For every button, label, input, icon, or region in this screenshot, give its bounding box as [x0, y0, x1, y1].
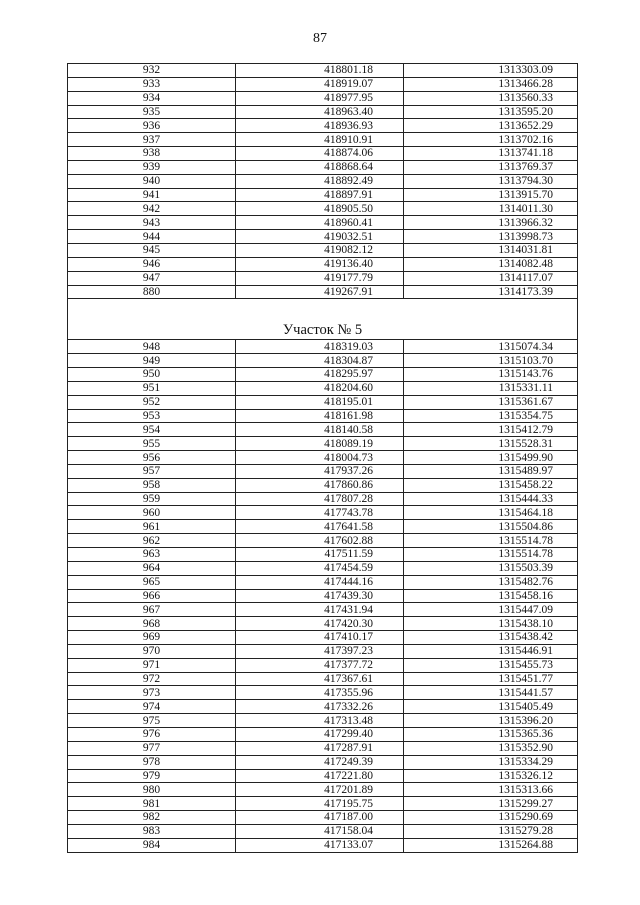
x-coordinate-cell: 417313.48	[236, 714, 404, 728]
point-number-cell: 952	[68, 395, 236, 409]
x-coordinate-cell: 418977.95	[236, 91, 404, 105]
y-coordinate-cell: 1315365.36	[404, 727, 578, 741]
point-number-cell: 983	[68, 824, 236, 838]
y-coordinate-cell: 1315514.78	[404, 548, 578, 562]
y-coordinate-cell: 1315438.10	[404, 617, 578, 631]
x-coordinate-cell: 419267.91	[236, 285, 404, 299]
y-coordinate-cell: 1315499.90	[404, 451, 578, 465]
point-number-cell: 950	[68, 368, 236, 382]
x-coordinate-cell: 417807.28	[236, 492, 404, 506]
y-coordinate-cell: 1315405.49	[404, 700, 578, 714]
table-section-before	[68, 64, 578, 299]
x-coordinate-cell: 417410.17	[236, 631, 404, 645]
point-number-cell: 938	[68, 147, 236, 161]
y-coordinate-cell: 1313303.09	[404, 64, 578, 78]
point-number-cell: 958	[68, 478, 236, 492]
point-number-cell: 946	[68, 257, 236, 271]
table-row	[68, 727, 578, 741]
x-coordinate-cell: 417299.40	[236, 727, 404, 741]
y-coordinate-cell: 1313915.70	[404, 188, 578, 202]
y-coordinate-cell: 1314082.48	[404, 257, 578, 271]
y-coordinate-cell: 1315326.12	[404, 769, 578, 783]
page-number: 87	[313, 31, 327, 46]
x-coordinate-cell: 418874.06	[236, 147, 404, 161]
y-coordinate-cell: 1315464.18	[404, 506, 578, 520]
point-number-cell: 955	[68, 437, 236, 451]
table-row	[68, 147, 578, 161]
x-coordinate-cell: 417367.61	[236, 672, 404, 686]
table-row	[68, 105, 578, 119]
point-number-cell: 880	[68, 285, 236, 299]
y-coordinate-cell: 1314011.30	[404, 202, 578, 216]
table-row	[68, 811, 578, 825]
point-number-cell: 959	[68, 492, 236, 506]
y-coordinate-cell: 1315352.90	[404, 741, 578, 755]
y-coordinate-cell: 1313998.73	[404, 230, 578, 244]
y-coordinate-cell: 1314117.07	[404, 271, 578, 285]
y-coordinate-cell: 1315447.09	[404, 603, 578, 617]
y-coordinate-cell: 1315438.42	[404, 631, 578, 645]
point-number-cell: 935	[68, 105, 236, 119]
point-number-cell: 945	[68, 243, 236, 257]
y-coordinate-cell: 1315074.34	[404, 340, 578, 354]
x-coordinate-cell: 417249.39	[236, 755, 404, 769]
point-number-cell: 951	[68, 381, 236, 395]
point-number-cell: 956	[68, 451, 236, 465]
x-coordinate-cell: 419082.12	[236, 243, 404, 257]
point-number-cell: 970	[68, 644, 236, 658]
table-row	[68, 603, 578, 617]
x-coordinate-cell: 417397.23	[236, 644, 404, 658]
table-row	[68, 409, 578, 423]
y-coordinate-cell: 1315290.69	[404, 811, 578, 825]
x-coordinate-cell: 418801.18	[236, 64, 404, 78]
point-number-cell: 973	[68, 686, 236, 700]
table-row	[68, 644, 578, 658]
y-coordinate-cell: 1315334.29	[404, 755, 578, 769]
point-number-cell: 932	[68, 64, 236, 78]
point-number-cell: 957	[68, 464, 236, 478]
x-coordinate-cell: 417377.72	[236, 658, 404, 672]
point-number-cell: 964	[68, 561, 236, 575]
x-coordinate-cell: 417195.75	[236, 797, 404, 811]
table-row	[68, 285, 578, 299]
y-coordinate-cell: 1315354.75	[404, 409, 578, 423]
x-coordinate-cell: 417431.94	[236, 603, 404, 617]
table-row	[68, 216, 578, 230]
point-number-cell: 982	[68, 811, 236, 825]
x-coordinate-cell: 417158.04	[236, 824, 404, 838]
point-number-cell: 947	[68, 271, 236, 285]
x-coordinate-cell: 418919.07	[236, 77, 404, 91]
table-section-header	[68, 299, 578, 340]
point-number-cell: 941	[68, 188, 236, 202]
table-row	[68, 354, 578, 368]
point-number-cell: 948	[68, 340, 236, 354]
table-row	[68, 520, 578, 534]
point-number-cell: 954	[68, 423, 236, 437]
x-coordinate-cell: 418963.40	[236, 105, 404, 119]
y-coordinate-cell: 1313560.33	[404, 91, 578, 105]
point-number-cell: 963	[68, 548, 236, 562]
y-coordinate-cell: 1315396.20	[404, 714, 578, 728]
table-row	[68, 133, 578, 147]
table-row	[68, 188, 578, 202]
table-row	[68, 423, 578, 437]
table-row	[68, 478, 578, 492]
x-coordinate-cell: 417187.00	[236, 811, 404, 825]
table-row	[68, 506, 578, 520]
x-coordinate-cell: 418868.64	[236, 160, 404, 174]
y-coordinate-cell: 1314031.81	[404, 243, 578, 257]
x-coordinate-cell: 417420.30	[236, 617, 404, 631]
point-number-cell: 949	[68, 354, 236, 368]
point-number-cell: 974	[68, 700, 236, 714]
x-coordinate-cell: 417201.89	[236, 783, 404, 797]
x-coordinate-cell: 418304.87	[236, 354, 404, 368]
y-coordinate-cell: 1313466.28	[404, 77, 578, 91]
point-number-cell: 960	[68, 506, 236, 520]
table-row	[68, 700, 578, 714]
point-number-cell: 939	[68, 160, 236, 174]
table-row	[68, 451, 578, 465]
table-row	[68, 160, 578, 174]
table-row	[68, 714, 578, 728]
table-row	[68, 119, 578, 133]
y-coordinate-cell: 1315441.57	[404, 686, 578, 700]
y-coordinate-cell: 1315361.67	[404, 395, 578, 409]
x-coordinate-cell: 417511.59	[236, 548, 404, 562]
point-number-cell: 984	[68, 838, 236, 852]
table-row	[68, 631, 578, 645]
x-coordinate-cell: 418897.91	[236, 188, 404, 202]
table-row	[68, 561, 578, 575]
x-coordinate-cell: 417937.26	[236, 464, 404, 478]
point-number-cell: 979	[68, 769, 236, 783]
table-row	[68, 838, 578, 852]
y-coordinate-cell: 1315504.86	[404, 520, 578, 534]
x-coordinate-cell: 418204.60	[236, 381, 404, 395]
table-row	[68, 492, 578, 506]
point-number-cell: 981	[68, 797, 236, 811]
y-coordinate-cell: 1313966.32	[404, 216, 578, 230]
x-coordinate-cell: 418140.58	[236, 423, 404, 437]
x-coordinate-cell: 417444.16	[236, 575, 404, 589]
y-coordinate-cell: 1313769.37	[404, 160, 578, 174]
table-row	[68, 340, 578, 354]
table-row	[68, 243, 578, 257]
x-coordinate-cell: 418960.41	[236, 216, 404, 230]
point-number-cell: 940	[68, 174, 236, 188]
x-coordinate-cell: 417287.91	[236, 741, 404, 755]
table-row	[68, 575, 578, 589]
x-coordinate-cell: 418892.49	[236, 174, 404, 188]
table-row	[68, 548, 578, 562]
x-coordinate-cell: 419032.51	[236, 230, 404, 244]
x-coordinate-cell: 419136.40	[236, 257, 404, 271]
table-row	[68, 686, 578, 700]
point-number-cell: 968	[68, 617, 236, 631]
table-row	[68, 464, 578, 478]
y-coordinate-cell: 1315455.73	[404, 658, 578, 672]
x-coordinate-cell: 417355.96	[236, 686, 404, 700]
point-number-cell: 977	[68, 741, 236, 755]
table-row	[68, 755, 578, 769]
point-number-cell: 969	[68, 631, 236, 645]
point-number-cell: 934	[68, 91, 236, 105]
x-coordinate-cell: 417743.78	[236, 506, 404, 520]
y-coordinate-cell: 1315299.27	[404, 797, 578, 811]
x-coordinate-cell: 417439.30	[236, 589, 404, 603]
table-row	[68, 437, 578, 451]
table-row	[68, 91, 578, 105]
x-coordinate-cell: 417332.26	[236, 700, 404, 714]
point-number-cell: 980	[68, 783, 236, 797]
point-number-cell: 933	[68, 77, 236, 91]
y-coordinate-cell: 1315514.78	[404, 534, 578, 548]
y-coordinate-cell: 1315444.33	[404, 492, 578, 506]
point-number-cell: 975	[68, 714, 236, 728]
table-row	[68, 658, 578, 672]
x-coordinate-cell: 418905.50	[236, 202, 404, 216]
y-coordinate-cell: 1315143.76	[404, 368, 578, 382]
y-coordinate-cell: 1315528.31	[404, 437, 578, 451]
point-number-cell: 978	[68, 755, 236, 769]
table-row	[68, 257, 578, 271]
table-row	[68, 230, 578, 244]
table-row	[68, 741, 578, 755]
x-coordinate-cell: 417221.80	[236, 769, 404, 783]
x-coordinate-cell: 417860.86	[236, 478, 404, 492]
point-number-cell: 976	[68, 727, 236, 741]
table-row	[68, 77, 578, 91]
point-number-cell: 962	[68, 534, 236, 548]
table-row	[68, 368, 578, 382]
table-row	[68, 534, 578, 548]
y-coordinate-cell: 1315446.91	[404, 644, 578, 658]
section-title: Участок № 5	[68, 299, 578, 340]
y-coordinate-cell: 1315412.79	[404, 423, 578, 437]
point-number-cell: 965	[68, 575, 236, 589]
x-coordinate-cell: 418910.91	[236, 133, 404, 147]
point-number-cell: 972	[68, 672, 236, 686]
y-coordinate-cell: 1315103.70	[404, 354, 578, 368]
table-row	[68, 271, 578, 285]
x-coordinate-cell: 418319.03	[236, 340, 404, 354]
table-row	[68, 783, 578, 797]
point-number-cell: 966	[68, 589, 236, 603]
y-coordinate-cell: 1315264.88	[404, 838, 578, 852]
x-coordinate-cell: 417602.88	[236, 534, 404, 548]
table-row	[68, 672, 578, 686]
point-number-cell: 961	[68, 520, 236, 534]
y-coordinate-cell: 1315279.28	[404, 824, 578, 838]
y-coordinate-cell: 1314173.39	[404, 285, 578, 299]
point-number-cell: 936	[68, 119, 236, 133]
x-coordinate-cell: 418004.73	[236, 451, 404, 465]
section-title-row	[68, 299, 578, 340]
x-coordinate-cell: 417133.07	[236, 838, 404, 852]
point-number-cell: 953	[68, 409, 236, 423]
table-row	[68, 381, 578, 395]
coordinates-table	[67, 63, 578, 853]
point-number-cell: 967	[68, 603, 236, 617]
table-row	[68, 395, 578, 409]
y-coordinate-cell: 1315503.39	[404, 561, 578, 575]
table-row	[68, 769, 578, 783]
x-coordinate-cell: 418295.97	[236, 368, 404, 382]
table-row	[68, 824, 578, 838]
y-coordinate-cell: 1313794.30	[404, 174, 578, 188]
point-number-cell: 944	[68, 230, 236, 244]
x-coordinate-cell: 418195.01	[236, 395, 404, 409]
point-number-cell: 943	[68, 216, 236, 230]
table-row	[68, 174, 578, 188]
table-section-after	[68, 340, 578, 852]
x-coordinate-cell: 417641.58	[236, 520, 404, 534]
x-coordinate-cell: 418161.98	[236, 409, 404, 423]
x-coordinate-cell: 419177.79	[236, 271, 404, 285]
x-coordinate-cell: 418089.19	[236, 437, 404, 451]
table-row	[68, 202, 578, 216]
y-coordinate-cell: 1315489.97	[404, 464, 578, 478]
table-row	[68, 797, 578, 811]
y-coordinate-cell: 1315451.77	[404, 672, 578, 686]
y-coordinate-cell: 1313741.18	[404, 147, 578, 161]
point-number-cell: 937	[68, 133, 236, 147]
y-coordinate-cell: 1315482.76	[404, 575, 578, 589]
point-number-cell: 942	[68, 202, 236, 216]
y-coordinate-cell: 1313595.20	[404, 105, 578, 119]
y-coordinate-cell: 1313652.29	[404, 119, 578, 133]
x-coordinate-cell: 417454.59	[236, 561, 404, 575]
point-number-cell: 971	[68, 658, 236, 672]
y-coordinate-cell: 1313702.16	[404, 133, 578, 147]
y-coordinate-cell: 1315458.16	[404, 589, 578, 603]
table-row	[68, 589, 578, 603]
y-coordinate-cell: 1315458.22	[404, 478, 578, 492]
y-coordinate-cell: 1315313.66	[404, 783, 578, 797]
table-row	[68, 617, 578, 631]
y-coordinate-cell: 1315331.11	[404, 381, 578, 395]
table-row	[68, 64, 578, 78]
x-coordinate-cell: 418936.93	[236, 119, 404, 133]
